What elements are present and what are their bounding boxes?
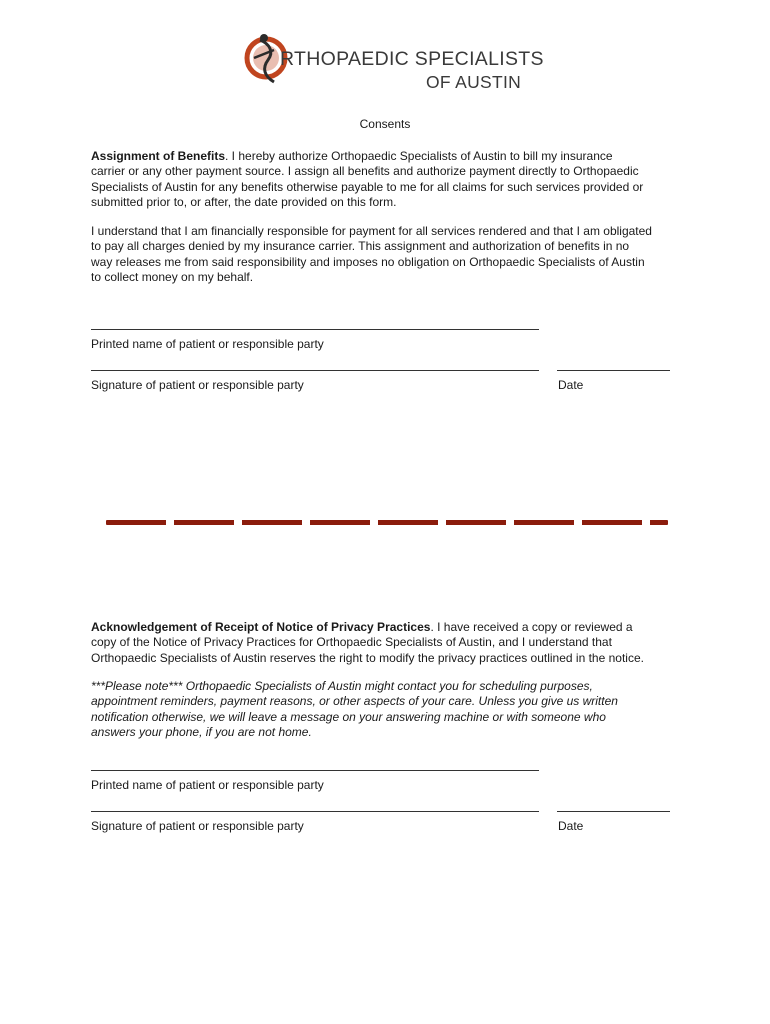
- printed-name-line-1[interactable]: [91, 329, 539, 330]
- privacy-paragraph: [91, 620, 691, 666]
- responsibility-line-2: to pay all charges denied by my insurance carrier. This assignment and authorization of benefits in no: [91, 239, 630, 254]
- page-title: Consents: [359, 117, 411, 131]
- note-line-2: appointment reminders, payment reasons, or other aspects of your care. Unless you give us written: [91, 694, 618, 709]
- privacy-line-3: Orthopaedic Specialists of Austin reserves the right to modify the privacy practices outlined in the notice.: [91, 650, 644, 665]
- assignment-paragraph: [91, 149, 691, 210]
- printed-name-label-2: Printed name of patient or responsible party: [91, 778, 324, 792]
- signature-line-1[interactable]: [91, 370, 539, 371]
- note-line-3: notification otherwise, we will leave a message on your answering machine or with someone who: [91, 709, 606, 724]
- date-label-2: Date: [558, 819, 584, 833]
- date-line-2[interactable]: [557, 811, 670, 812]
- printed-name-label-1: Printed name of patient or responsible party: [91, 337, 324, 351]
- logo-name-line2: OF AUSTIN: [426, 72, 522, 92]
- note-line-1: ***Please note*** Orthopaedic Specialists of Austin might contact you for scheduling purposes,: [91, 679, 593, 693]
- practice-logo: [244, 26, 544, 92]
- logo-name-line1: RTHOPAEDIC SPECIALISTS: [280, 48, 544, 70]
- signature-label-1: Signature of patient or responsible party: [91, 378, 304, 392]
- privacy-heading: Acknowledgement of Receipt of Notice of Privacy Practices: [91, 620, 431, 634]
- date-line-1[interactable]: [557, 370, 670, 371]
- assignment-heading: Assignment of Benefits: [91, 149, 226, 163]
- date-label-1: Date: [558, 378, 584, 392]
- privacy-note-paragraph: [91, 679, 691, 740]
- privacy-line-2: copy of the Notice of Privacy Practices for Orthopaedic Specialists of Austin, and I understand that: [91, 635, 612, 650]
- responsibility-line-1: I understand that I am financially responsible for payment for all services rendered and that I am obligated: [91, 224, 652, 238]
- assignment-line-4: submitted prior to, or after, the date provided on this form.: [91, 194, 397, 209]
- printed-name-line-2[interactable]: [91, 770, 539, 771]
- assignment-line-3: Specialists of Austin for any benefits otherwise payable to me for all claims for such services provided or: [91, 179, 644, 194]
- assignment-line-2: carrier or any other payment source. I assign all benefits and authorize payment directly to Orthopaedic: [91, 164, 639, 179]
- responsibility-line-3: way releases me from said responsibility and imposes no obligation on Orthopaedic Specialists of Austin: [91, 254, 645, 269]
- section-divider: [106, 520, 668, 525]
- responsibility-paragraph: [91, 224, 691, 285]
- signature-line-2[interactable]: [91, 811, 539, 812]
- privacy-line-1: . I have received a copy or reviewed a: [430, 620, 633, 634]
- signature-label-2: Signature of patient or responsible party: [91, 819, 304, 833]
- responsibility-line-4: to collect money on my behalf.: [91, 269, 254, 284]
- assignment-line-1: . I hereby authorize Orthopaedic Specialists of Austin to bill my insurance: [225, 149, 613, 163]
- note-line-4: answers your phone, if you are not home.: [91, 724, 312, 739]
